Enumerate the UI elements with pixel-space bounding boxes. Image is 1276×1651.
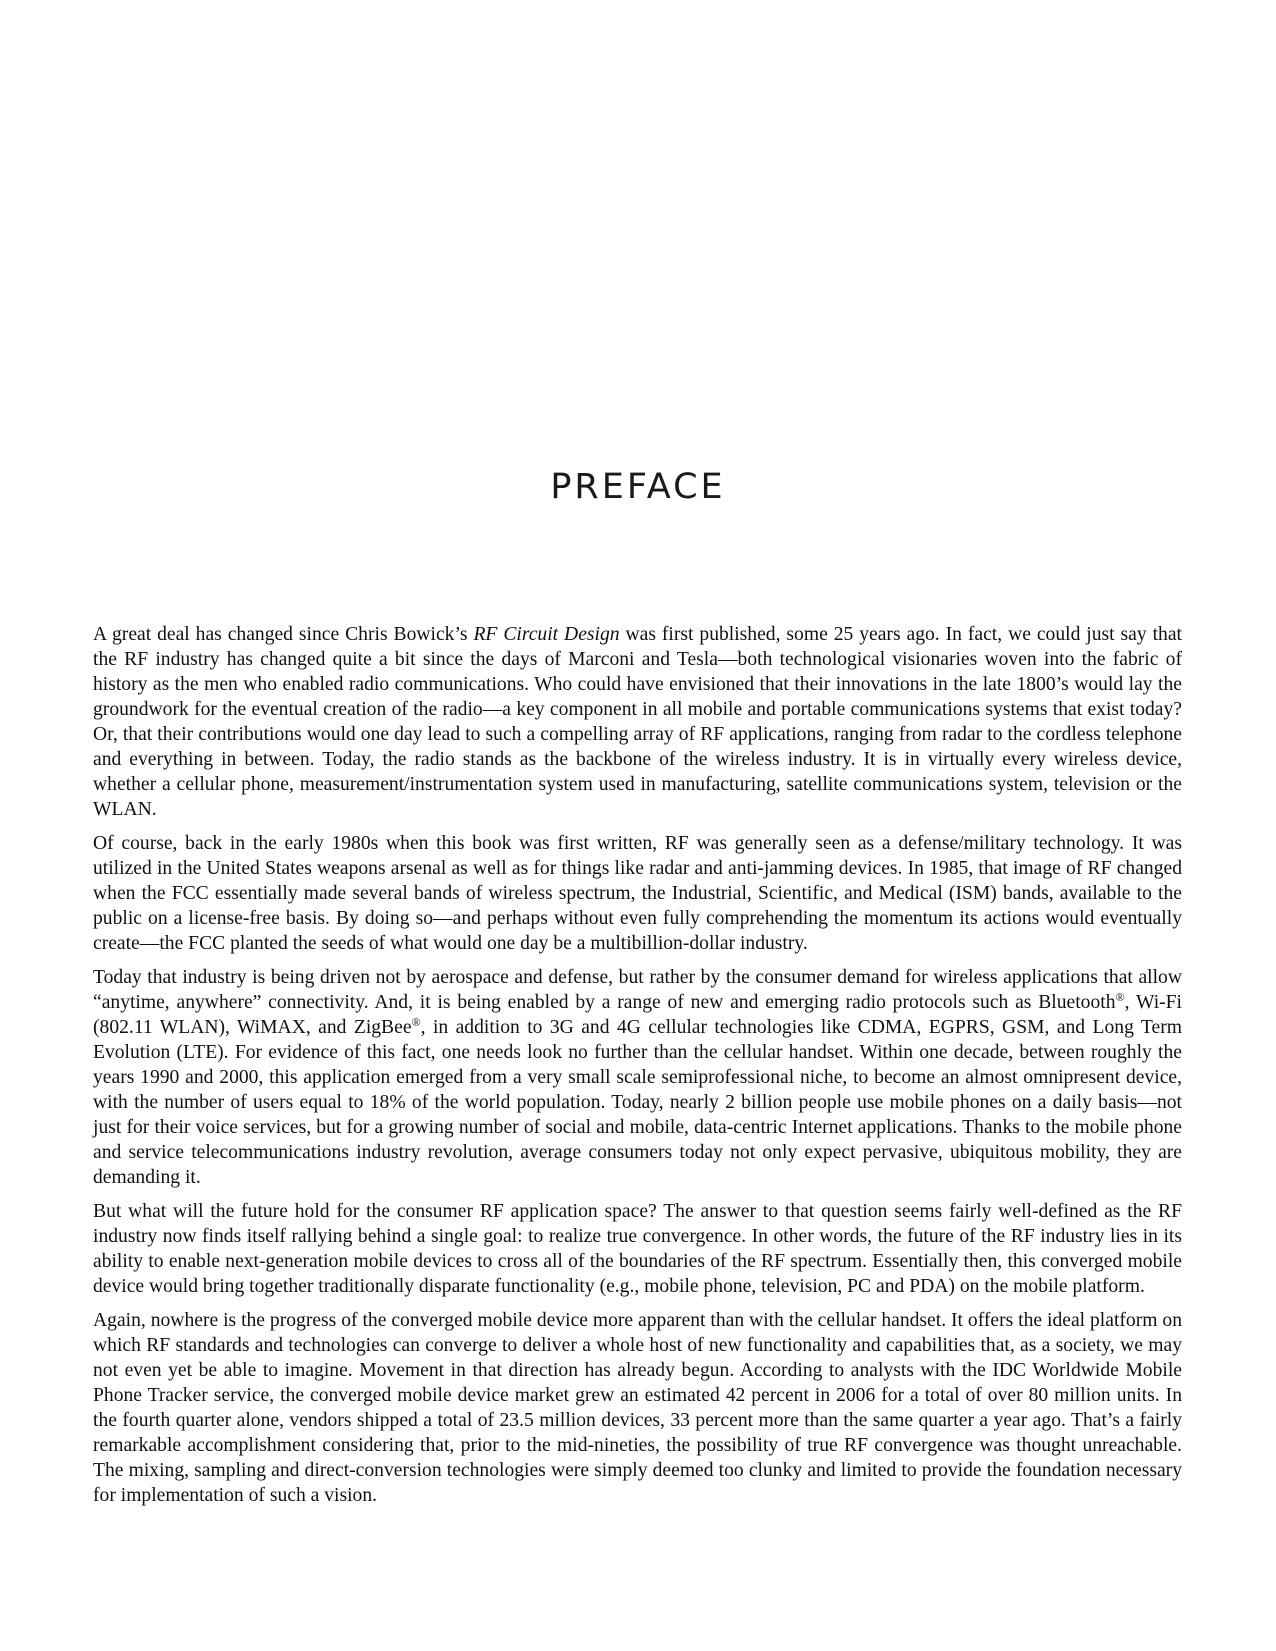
paragraph-3 bbox=[93, 965, 1182, 1190]
paragraph-text: But what will the future hold for the consumer RF application space? The answer to that question seems fairly well-defined as the RF industry now finds itself rallying behind a single goal: to realize true convergence. In other words, the future of the RF industry lies in its ability to enable next-generation mobile devices to cross all of the boundaries of the RF spectrum. Essentially then, this converged mobile device would bring together traditionally disparate functionality (e.g., mobile phone, television, PC and PDA) on the mobile platform. bbox=[93, 1201, 1182, 1297]
paragraph-text: , Wi-Fi (802.11 WLAN), WiMAX, and ZigBee bbox=[93, 992, 1182, 1038]
book-title: RF Circuit Design bbox=[473, 624, 620, 645]
page-title: PREFACE bbox=[550, 467, 726, 507]
paragraph-text: Again, nowhere is the progress of the converged mobile device more apparent than with the cellular handset. It offers the ideal platform on which RF standards and technologies can converge to deliver a whole host of new functionality and capabilities that, as a society, we may not even yet be able to imagine. Movement in that direction has already begun. According to analysts with the IDC Worldwide Mobile Phone Tracker service, the converged mobile device market grew an estimated 42 percent in 2006 for a total of over 80 million units. In the fourth quarter alone, vendors shipped a total of 23.5 million devices, 33 percent more than the same quarter a year ago. That’s a fairly remarkable accomplishment considering that, prior to the mid-nineties, the possibility of true RF convergence was thought unreachable. The mixing, sampling and direct-conversion technologies were simply deemed too clunky and limited to provide the foundation necessary for implementation of such a vision. bbox=[93, 1310, 1182, 1506]
paragraph-text: Of course, back in the early 1980s when this book was first written, RF was generally seen as a defense/military technology. It was utilized in the United States weapons arsenal as well as for things like radar and anti-jamming devices. In 1985, that image of RF changed when the FCC essentially made several bands of wireless spectrum, the Industrial, Scientific, and Medical (ISM) bands, available to the public on a license-free basis. By doing so—and perhaps without even fully comprehending the momentum its actions would eventually create—the FCC planted the seeds of what would one day be a multibillion-dollar industry. bbox=[93, 833, 1182, 954]
registered-mark: ® bbox=[1115, 990, 1125, 1004]
paragraph-2 bbox=[93, 831, 1182, 956]
paragraph-text: Today that industry is being driven not by aerospace and defense, but rather by the consumer demand for wireless applications that allow “anytime, anywhere” connectivity. And, it is being enabled by a range of new and emerging radio protocols such as Bluetooth bbox=[93, 967, 1182, 1013]
paragraph-text: , in addition to 3G and 4G cellular technologies like CDMA, EGPRS, GSM, and Long Term Evolution (LTE). For evidence of this fact, one needs look no further than the cellular handset. Within one decade, between roughly the years 1990 and 2000, this application emerged from a very small scale semiprofessional niche, to become an almost omnipresent device, with the number of users equal to 18% of the world population. Today, nearly 2 billion people use mobile phones on a daily basis—not just for their voice services, but for a growing number of social and mobile, data-centric Internet applications. Thanks to the mobile phone and service telecommunications industry revolution, average consumers today not only expect pervasive, ubiquitous mobility, they are demanding it. bbox=[93, 1017, 1182, 1188]
paragraph-4 bbox=[93, 1199, 1182, 1299]
paragraph-1 bbox=[93, 622, 1182, 822]
preface-body bbox=[93, 622, 1182, 1517]
paragraph-text: A great deal has changed since Chris Bowick’s bbox=[93, 624, 474, 645]
paragraph-text: was first published, some 25 years ago. In fact, we could just say that the RF industry has changed quite a bit since the days of Marconi and Tesla—both technological visionaries woven into the fabric of history as the men who enabled radio communications. Who could have envisioned that their innovations in the late 1800’s would lay the groundwork for the eventual creation of the radio—a key component in all mobile and portable communications systems that exist today? Or, that their contributions would one day lead to such a compelling array of RF applications, ranging from radar to the cordless telephone and everything in between. Today, the radio stands as the backbone of the wireless industry. It is in virtually every wireless device, whether a cellular phone, measurement/instrumentation system used in manufacturing, satellite communications system, television or the WLAN. bbox=[93, 624, 1182, 820]
paragraph-5 bbox=[93, 1308, 1182, 1508]
registered-mark: ® bbox=[411, 1015, 421, 1029]
